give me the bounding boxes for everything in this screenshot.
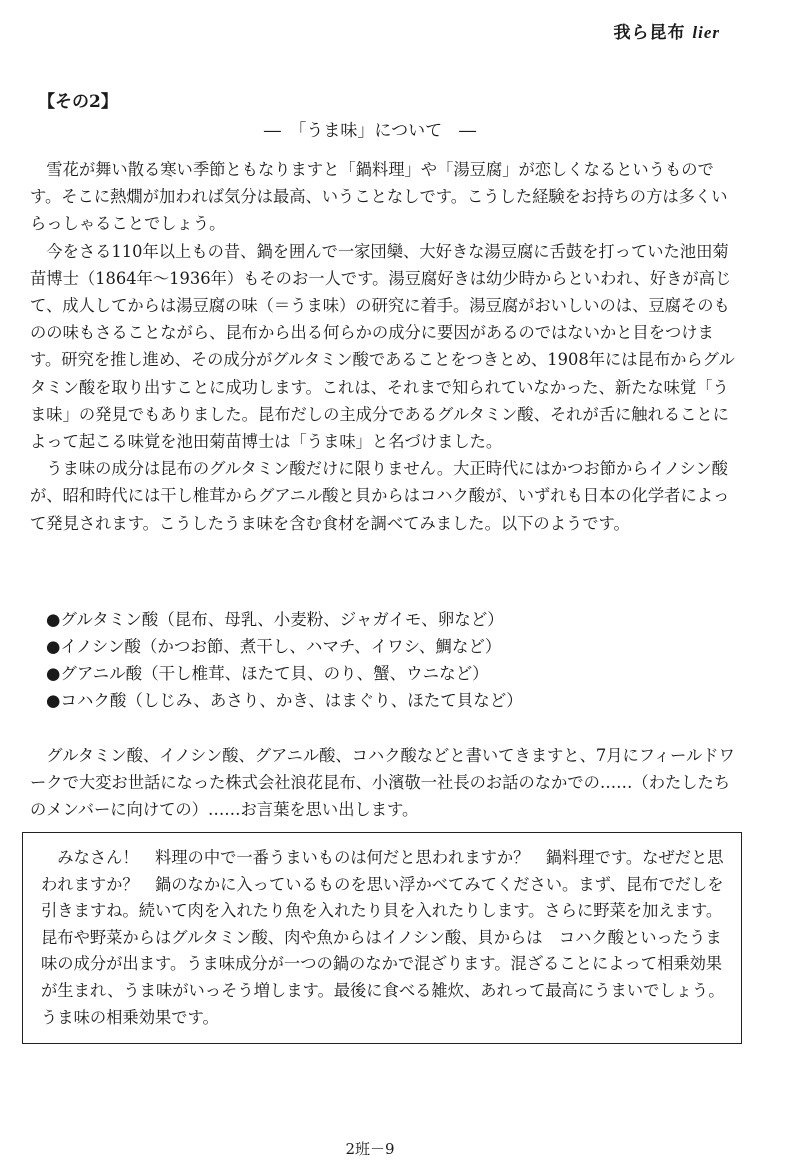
quote-text: みなさん！ 料理の中で一番うまいものは何だと思われますか？ 鍋料理です。なぜだと思われますか？ 鍋のなかに入っているものを思い浮かべてみてください。まず、昆布でだしを引きますね。続いて肉を入れたり魚を入れたり貝を入れたりします。さらに野菜を加えます。昆布や野菜からはグルタミン酸、肉や魚からはイノシン酸、貝からは コハク酸といったうま味の成分が出ます。うま味成分が一つの鍋のなかで混ざります。混ざることによって相乗効果が生まれ、うま味がいっそう増します。最後に食べる雑炊、あれって最高にうまいでしょう。うま味の相乗効果です。 <box>41 848 725 1027</box>
list-item: ●コハク酸（しじみ、あさり、かき、はまぐり、ほたて貝など） <box>46 691 523 710</box>
page-number: 2班－9 <box>345 1140 395 1158</box>
paragraph: グルタミン酸、イノシン酸、グアニル酸、コハク酸などと書いてきますと、7月にフィールドワークで大変お世話になった株式会社浪花昆布、小濱敬一社長のお話のなかでの……（わたしたちのメンバーに向けての）……お言葉を思い出します。 <box>30 746 735 820</box>
quote-box <box>22 832 742 1044</box>
header-suffix: lier <box>692 23 720 42</box>
list-item: ●イノシン酸（かつお節、煮干し、ハマチ、イワシ、鯛など） <box>46 637 502 656</box>
paragraph: うま味の成分は昆布のグルタミン酸だけに限りません。大正時代にはかつお節からイノシン酸が、昭和時代には干し椎茸からグアニル酸と貝からはコハク酸が、いずれも日本の化学者によって発見されます。こうしたうま味を含む食材を調べてみました。以下のようです。 <box>30 459 730 533</box>
running-header <box>613 18 720 43</box>
section-subtitle: ― 「うま味」について ― <box>263 121 477 141</box>
paragraph: 今をさる110年以上もの昔、鍋を囲んで一家団欒、大好きな湯豆腐に舌鼓を打っていた池田菊苗博士（1864年～1936年）もそのお一人です。湯豆腐好きは幼少時からといわれ、好きが高じて、成人してからは湯豆腐の味（＝うま味）の研究に着手。湯豆腐がおいしいのは、豆腐そのものの味もさることながら、昆布から出る何らかの成分に要因があるのではないかと目をつけます。研究を推し進め、その成分がグルタミン酸であることをつきとめ、1908年には昆布からグルタミン酸を取り出すことに成功します。これは、それまで知られていなかった、新たな味覚「うま味」の発見でもありました。昆布だしの主成分であるグルタミン酸、それが舌に触れることによって起こる味覚を池田菊苗博士は「うま味」と名づけました。 <box>30 241 735 452</box>
section-label: 【その2】 <box>38 92 118 112</box>
list-item: ●グアニル酸（干し椎茸、ほたて貝、のり、蟹、ウニなど） <box>46 664 489 683</box>
outro-text <box>30 742 736 824</box>
list-item: ●グルタミン酸（昆布、母乳、小麦粉、ジャガイモ、卵など） <box>46 610 504 629</box>
header-title: 我ら昆布 <box>613 23 686 43</box>
umami-ingredient-list <box>46 606 726 714</box>
body-text <box>30 156 736 537</box>
paragraph: 雪花が舞い散る寒い季節ともなりますと「鍋料理」や「湯豆腐」が恋しくなるというものです。そこに熱燗が加われば気分は最高、いうことなしです。こうした経験をお持ちの方は多くいらっしゃることでしょう。 <box>30 160 728 234</box>
